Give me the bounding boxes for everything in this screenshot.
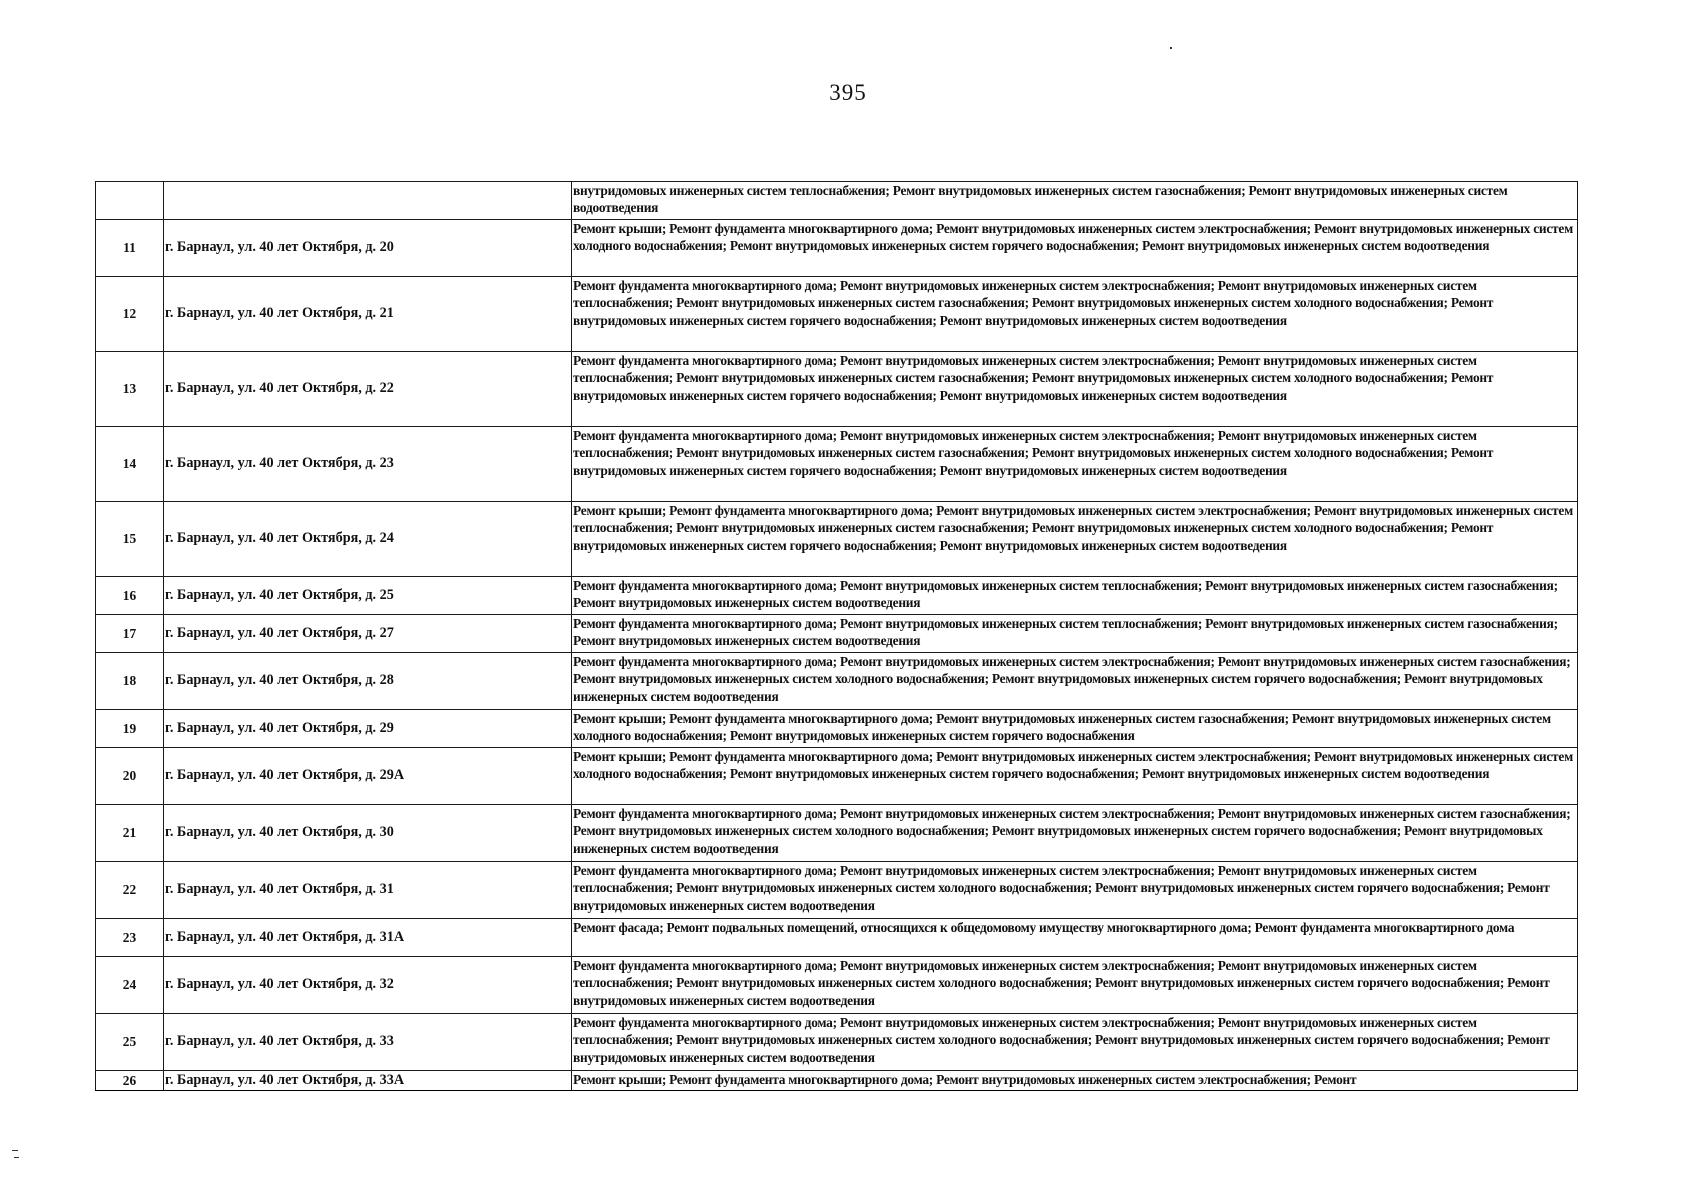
row-number: 16 xyxy=(96,577,164,615)
table-row xyxy=(96,653,1578,710)
row-works: Ремонт фундамента многоквартирного дома; Ремонт внутридомовых инженерных систем электроснабжения; Ремонт внутридомовых инженерных систем теплоснабжения; Ремонт внутридомовых инженерных систем холодного водоснабжения; Ремонт внутридомовых инженерных систем горячего водоснабжения; Ремонт внутридомовых инженерных систем водоотведения xyxy=(572,957,1578,1014)
row-address: г. Барнаул, ул. 40 лет Октября, д. 29 xyxy=(164,710,572,748)
row-address: г. Барнаул, ул. 40 лет Октября, д. 23 xyxy=(164,427,572,502)
table-row xyxy=(96,862,1578,919)
row-address: г. Барнаул, ул. 40 лет Октября, д. 29А xyxy=(164,748,572,805)
row-address: г. Барнаул, ул. 40 лет Октября, д. 24 xyxy=(164,502,572,577)
row-works: Ремонт крыши; Ремонт фундамента многоквартирного дома; Ремонт внутридомовых инженерных систем электроснабжения; Ремонт внутридомовых инженерных систем холодного водоснабжения; Ремонт внутридомовых инженерных систем горячего водоснабжения; Ремонт внутридомовых инженерных систем водоотведения xyxy=(572,748,1578,805)
row-address: г. Барнаул, ул. 40 лет Октября, д. 30 xyxy=(164,805,572,862)
table-row-continuation xyxy=(96,182,1578,220)
row-address: г. Барнаул, ул. 40 лет Октября, д. 28 xyxy=(164,653,572,710)
scan-speck xyxy=(12,1150,18,1151)
row-number: 17 xyxy=(96,615,164,653)
row-number: 18 xyxy=(96,653,164,710)
table-row xyxy=(96,1014,1578,1071)
row-works: Ремонт крыши; Ремонт фундамента многоквартирного дома; Ремонт внутридомовых инженерных систем газоснабжения; Ремонт внутридомовых инженерных систем холодного водоснабжения; Ремонт внутридомовых инженерных систем горячего водоснабжения xyxy=(572,710,1578,748)
row-number: 13 xyxy=(96,352,164,427)
row-works: Ремонт фундамента многоквартирного дома; Ремонт внутридомовых инженерных систем электроснабжения; Ремонт внутридомовых инженерных систем теплоснабжения; Ремонт внутридомовых инженерных систем газоснабжения; Ремонт внутридомовых инженерных систем холодного водоснабжения; Ремонт внутридомовых инженерных систем горячего водоснабжения; Ремонт внутридомовых инженерных систем водоотведения xyxy=(572,352,1578,427)
table-row xyxy=(96,277,1578,352)
row-number: 19 xyxy=(96,710,164,748)
row-works: Ремонт крыши; Ремонт фундамента многоквартирного дома; Ремонт внутридомовых инженерных систем электроснабжения; Ремонт внутридомовых инженерных систем холодного водоснабжения; Ремонт внутридомовых инженерных систем горячего водоснабжения; Ремонт внутридомовых инженерных систем водоотведения xyxy=(572,220,1578,277)
row-address: г. Барнаул, ул. 40 лет Октября, д. 21 xyxy=(164,277,572,352)
row-number xyxy=(96,182,164,220)
row-number: 15 xyxy=(96,502,164,577)
works-table xyxy=(95,181,1578,1091)
row-works: Ремонт фундамента многоквартирного дома; Ремонт внутридомовых инженерных систем теплоснабжения; Ремонт внутридомовых инженерных систем газоснабжения; Ремонт внутридомовых инженерных систем водоотведения xyxy=(572,615,1578,653)
table-row xyxy=(96,352,1578,427)
table-row xyxy=(96,748,1578,805)
row-works: Ремонт фундамента многоквартирного дома; Ремонт внутридомовых инженерных систем теплоснабжения; Ремонт внутридомовых инженерных систем газоснабжения; Ремонт внутридомовых инженерных систем водоотведения xyxy=(572,577,1578,615)
row-number: 12 xyxy=(96,277,164,352)
row-number: 20 xyxy=(96,748,164,805)
row-works: Ремонт крыши; Ремонт фундамента многоквартирного дома; Ремонт внутридомовых инженерных систем электроснабжения; Ремонт внутридомовых инженерных систем теплоснабжения; Ремонт внутридомовых инженерных систем газоснабжения; Ремонт внутридомовых инженерных систем холодного водоснабжения; Ремонт внутридомовых инженерных систем горячего водоснабжения; Ремонт внутридомовых инженерных систем водоотведения xyxy=(572,502,1578,577)
table-row xyxy=(96,577,1578,615)
row-works: Ремонт фасада; Ремонт подвальных помещений, относящихся к общедомовому имуществу многоквартирного дома; Ремонт фундамента многоквартирного дома xyxy=(572,919,1578,957)
page-number: 395 xyxy=(829,80,867,105)
table-row xyxy=(96,805,1578,862)
row-number: 11 xyxy=(96,220,164,277)
row-number: 21 xyxy=(96,805,164,862)
table-row xyxy=(96,919,1578,957)
row-works: внутридомовых инженерных систем теплоснабжения; Ремонт внутридомовых инженерных систем газоснабжения; Ремонт внутридомовых инженерных систем водоотведения xyxy=(572,182,1578,220)
row-number: 25 xyxy=(96,1014,164,1071)
table-row xyxy=(96,710,1578,748)
row-address: г. Барнаул, ул. 40 лет Октября, д. 20 xyxy=(164,220,572,277)
row-number: 22 xyxy=(96,862,164,919)
row-address: г. Барнаул, ул. 40 лет Октября, д. 22 xyxy=(164,352,572,427)
row-works: Ремонт фундамента многоквартирного дома; Ремонт внутридомовых инженерных систем электроснабжения; Ремонт внутридомовых инженерных систем теплоснабжения; Ремонт внутридомовых инженерных систем холодного водоснабжения; Ремонт внутридомовых инженерных систем горячего водоснабжения; Ремонт внутридомовых инженерных систем водоотведения xyxy=(572,1014,1578,1071)
row-number: 23 xyxy=(96,919,164,957)
row-address xyxy=(164,182,572,220)
table-row xyxy=(96,502,1578,577)
row-works: Ремонт фундамента многоквартирного дома; Ремонт внутридомовых инженерных систем электроснабжения; Ремонт внутридомовых инженерных систем теплоснабжения; Ремонт внутридомовых инженерных систем газоснабжения; Ремонт внутридомовых инженерных систем холодного водоснабжения; Ремонт внутридомовых инженерных систем горячего водоснабжения; Ремонт внутридомовых инженерных систем водоотведения xyxy=(572,427,1578,502)
row-works: Ремонт фундамента многоквартирного дома; Ремонт внутридомовых инженерных систем электроснабжения; Ремонт внутридомовых инженерных систем теплоснабжения; Ремонт внутридомовых инженерных систем холодного водоснабжения; Ремонт внутридомовых инженерных систем горячего водоснабжения; Ремонт внутридомовых инженерных систем водоотведения xyxy=(572,862,1578,919)
row-address: г. Барнаул, ул. 40 лет Октября, д. 27 xyxy=(164,615,572,653)
works-table-body xyxy=(96,182,1578,1091)
scan-speck xyxy=(14,1157,19,1158)
row-works: Ремонт фундамента многоквартирного дома; Ремонт внутридомовых инженерных систем электроснабжения; Ремонт внутридомовых инженерных систем теплоснабжения; Ремонт внутридомовых инженерных систем газоснабжения; Ремонт внутридомовых инженерных систем холодного водоснабжения; Ремонт внутридомовых инженерных систем горячего водоснабжения; Ремонт внутридомовых инженерных систем водоотведения xyxy=(572,277,1578,352)
table-row xyxy=(96,220,1578,277)
table-row xyxy=(96,1071,1578,1091)
table-row xyxy=(96,427,1578,502)
table-row xyxy=(96,615,1578,653)
row-address: г. Барнаул, ул. 40 лет Октября, д. 31 xyxy=(164,862,572,919)
row-number: 14 xyxy=(96,427,164,502)
row-address: г. Барнаул, ул. 40 лет Октября, д. 33А xyxy=(164,1071,572,1091)
row-number: 26 xyxy=(96,1071,164,1091)
table-row xyxy=(96,957,1578,1014)
row-address: г. Барнаул, ул. 40 лет Октября, д. 33 xyxy=(164,1014,572,1071)
row-number: 24 xyxy=(96,957,164,1014)
row-address: г. Барнаул, ул. 40 лет Октября, д. 31А xyxy=(164,919,572,957)
row-works: Ремонт фундамента многоквартирного дома; Ремонт внутридомовых инженерных систем электроснабжения; Ремонт внутридомовых инженерных систем газоснабжения; Ремонт внутридомовых инженерных систем холодного водоснабжения; Ремонт внутридомовых инженерных систем горячего водоснабжения; Ремонт внутридомовых инженерных систем водоотведения xyxy=(572,653,1578,710)
scan-speck xyxy=(1170,47,1172,49)
row-works: Ремонт фундамента многоквартирного дома; Ремонт внутридомовых инженерных систем электроснабжения; Ремонт внутридомовых инженерных систем газоснабжения; Ремонт внутридомовых инженерных систем холодного водоснабжения; Ремонт внутридомовых инженерных систем горячего водоснабжения; Ремонт внутридомовых инженерных систем водоотведения xyxy=(572,805,1578,862)
row-address: г. Барнаул, ул. 40 лет Октября, д. 25 xyxy=(164,577,572,615)
row-works: Ремонт крыши; Ремонт фундамента многоквартирного дома; Ремонт внутридомовых инженерных систем электроснабжения; Ремонт xyxy=(572,1071,1578,1091)
row-address: г. Барнаул, ул. 40 лет Октября, д. 32 xyxy=(164,957,572,1014)
